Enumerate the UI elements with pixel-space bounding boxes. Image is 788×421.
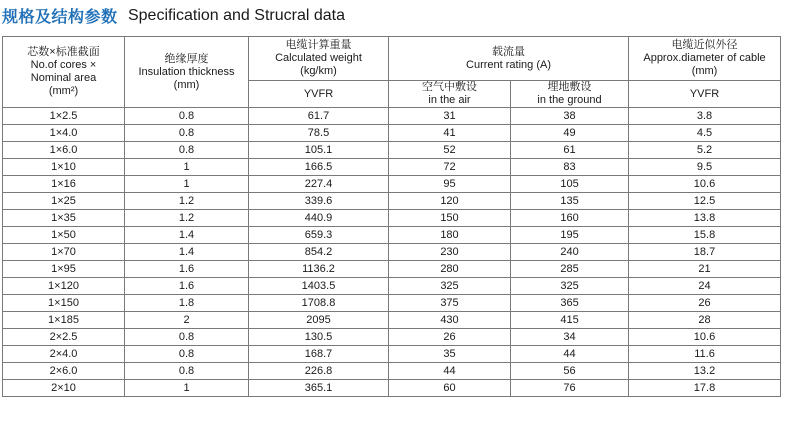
cell-cores-area: 1×25: [3, 193, 125, 210]
cell-current-air: 375: [389, 295, 511, 312]
cell-cores-area: 1×35: [3, 210, 125, 227]
table-row: [3, 278, 781, 295]
cell-calculated-weight: 1136.2: [249, 261, 389, 278]
cell-insulation-thickness: 0.8: [125, 108, 249, 125]
cell-calculated-weight: 339.6: [249, 193, 389, 210]
header-insulation-cn: 绝缘厚度: [164, 52, 209, 65]
cell-approx-diameter: 10.6: [629, 329, 781, 346]
cell-calculated-weight: 78.5: [249, 125, 389, 142]
header-weight-en: Calculated weight: [275, 52, 362, 64]
table-row: [3, 176, 781, 193]
header-insulation: [125, 37, 249, 108]
cell-current-ground: 160: [511, 210, 629, 227]
cell-current-ground: 285: [511, 261, 629, 278]
cell-approx-diameter: 13.8: [629, 210, 781, 227]
cell-approx-diameter: 4.5: [629, 125, 781, 142]
cell-current-ground: 365: [511, 295, 629, 312]
table-row: [3, 346, 781, 363]
cell-current-air: 120: [389, 193, 511, 210]
cell-calculated-weight: 166.5: [249, 159, 389, 176]
header-weight: [249, 37, 389, 81]
header-current: [389, 37, 629, 81]
header-ground-en: in the ground: [537, 94, 602, 106]
cell-current-ground: 105: [511, 176, 629, 193]
cell-cores-area: 1×4.0: [3, 125, 125, 142]
header-air-en: in the air: [428, 94, 471, 106]
cell-approx-diameter: 5.2: [629, 142, 781, 159]
cell-approx-diameter: 15.8: [629, 227, 781, 244]
cell-cores-area: 1×10: [3, 159, 125, 176]
cell-approx-diameter: 26: [629, 295, 781, 312]
header-diameter-cn: 电缆近似外径: [671, 39, 738, 51]
cell-approx-diameter: 28: [629, 312, 781, 329]
cell-current-air: 52: [389, 142, 511, 159]
table-row: [3, 125, 781, 142]
cell-current-ground: 415: [511, 312, 629, 329]
header-cores-cn: 芯数×标准截面: [27, 46, 100, 58]
table-row: [3, 261, 781, 278]
cell-current-ground: 135: [511, 193, 629, 210]
header-current-en: Current rating (A): [466, 58, 551, 71]
page-title: [2, 4, 345, 30]
table-row: [3, 244, 781, 261]
cell-current-air: 280: [389, 261, 511, 278]
cell-calculated-weight: 130.5: [249, 329, 389, 346]
cell-approx-diameter: 12.5: [629, 193, 781, 210]
cell-insulation-thickness: 0.8: [125, 363, 249, 380]
cell-current-air: 430: [389, 312, 511, 329]
header-cores-unit: (mm²): [48, 85, 79, 97]
cell-cores-area: 2×4.0: [3, 346, 125, 363]
cell-insulation-thickness: 2: [125, 312, 249, 329]
header-diameter-unit: (mm): [691, 65, 718, 77]
cell-calculated-weight: 168.7: [249, 346, 389, 363]
cell-current-air: 180: [389, 227, 511, 244]
cell-cores-area: 1×120: [3, 278, 125, 295]
cell-calculated-weight: 227.4: [249, 176, 389, 193]
cell-approx-diameter: 21: [629, 261, 781, 278]
cell-current-air: 41: [389, 125, 511, 142]
cell-calculated-weight: 440.9: [249, 210, 389, 227]
cell-approx-diameter: 9.5: [629, 159, 781, 176]
cell-insulation-thickness: 0.8: [125, 329, 249, 346]
title-english: Specification and Strucral data: [127, 6, 345, 24]
cell-cores-area: 2×10: [3, 380, 125, 397]
cell-current-ground: 38: [511, 108, 629, 125]
header-insulation-unit: (mm): [173, 78, 200, 91]
header-current-cn: 载流量: [492, 45, 525, 58]
header-diameter: [629, 37, 781, 81]
cell-calculated-weight: 1708.8: [249, 295, 389, 312]
cell-insulation-thickness: 0.8: [125, 346, 249, 363]
header-cores-en2: Nominal area: [30, 72, 97, 84]
cell-current-air: 72: [389, 159, 511, 176]
header-current-ground: [511, 81, 629, 108]
cell-approx-diameter: 11.6: [629, 346, 781, 363]
cell-current-ground: 44: [511, 346, 629, 363]
cell-insulation-thickness: 0.8: [125, 142, 249, 159]
header-diameter-en: Approx.diameter of cable: [643, 52, 766, 64]
cell-insulation-thickness: 1: [125, 159, 249, 176]
cell-current-air: 150: [389, 210, 511, 227]
cell-approx-diameter: 3.8: [629, 108, 781, 125]
table-row: [3, 159, 781, 176]
cell-insulation-thickness: 1.2: [125, 210, 249, 227]
cell-approx-diameter: 13.2: [629, 363, 781, 380]
cell-current-air: 26: [389, 329, 511, 346]
header-ground-cn: 埋地敷设: [547, 81, 592, 93]
cell-insulation-thickness: 1: [125, 380, 249, 397]
cell-current-ground: 49: [511, 125, 629, 142]
cell-cores-area: 1×150: [3, 295, 125, 312]
cell-calculated-weight: 1403.5: [249, 278, 389, 295]
cell-cores-area: 1×16: [3, 176, 125, 193]
table-row: [3, 227, 781, 244]
cell-insulation-thickness: 1.4: [125, 244, 249, 261]
cell-current-ground: 195: [511, 227, 629, 244]
table-row: [3, 312, 781, 329]
table-row: [3, 295, 781, 312]
cell-insulation-thickness: 1.4: [125, 227, 249, 244]
title-chinese: 规格及结构参数: [2, 7, 118, 26]
cell-current-ground: 240: [511, 244, 629, 261]
header-current-air: [389, 81, 511, 108]
table-header: [3, 37, 781, 108]
cell-calculated-weight: 854.2: [249, 244, 389, 261]
cell-calculated-weight: 365.1: [249, 380, 389, 397]
header-weight-sub: YVFR: [249, 81, 389, 108]
cell-cores-area: 1×2.5: [3, 108, 125, 125]
cell-calculated-weight: 61.7: [249, 108, 389, 125]
cell-cores-area: 1×95: [3, 261, 125, 278]
table-row: [3, 108, 781, 125]
header-cores-en1: No.of cores ×: [30, 59, 97, 71]
cell-approx-diameter: 18.7: [629, 244, 781, 261]
cell-current-ground: 34: [511, 329, 629, 346]
specification-table: [2, 36, 781, 397]
header-cores: [3, 37, 125, 108]
cell-current-ground: 56: [511, 363, 629, 380]
cell-cores-area: 2×6.0: [3, 363, 125, 380]
cell-approx-diameter: 17.8: [629, 380, 781, 397]
header-diameter-sub: YVFR: [629, 81, 781, 108]
cell-insulation-thickness: 1.8: [125, 295, 249, 312]
cell-calculated-weight: 226.8: [249, 363, 389, 380]
cell-insulation-thickness: 1.2: [125, 193, 249, 210]
cell-current-air: 230: [389, 244, 511, 261]
cell-calculated-weight: 105.1: [249, 142, 389, 159]
cell-current-air: 44: [389, 363, 511, 380]
header-weight-cn: 电缆计算重量: [285, 39, 352, 51]
cell-current-ground: 61: [511, 142, 629, 159]
cell-approx-diameter: 24: [629, 278, 781, 295]
cell-current-air: 60: [389, 380, 511, 397]
cell-current-air: 35: [389, 346, 511, 363]
cell-current-ground: 76: [511, 380, 629, 397]
table-body: [3, 108, 781, 397]
cell-approx-diameter: 10.6: [629, 176, 781, 193]
cell-cores-area: 1×50: [3, 227, 125, 244]
cell-cores-area: 1×70: [3, 244, 125, 261]
cell-insulation-thickness: 1: [125, 176, 249, 193]
cell-current-air: 95: [389, 176, 511, 193]
table-row: [3, 329, 781, 346]
cell-current-air: 325: [389, 278, 511, 295]
cell-insulation-thickness: 0.8: [125, 125, 249, 142]
cell-cores-area: 1×6.0: [3, 142, 125, 159]
cell-cores-area: 2×2.5: [3, 329, 125, 346]
table-row: [3, 142, 781, 159]
header-weight-unit: (kg/km): [300, 65, 337, 77]
cell-current-air: 31: [389, 108, 511, 125]
table-row: [3, 210, 781, 227]
cell-current-ground: 325: [511, 278, 629, 295]
header-air-cn: 空气中敷设: [422, 81, 477, 93]
table-row: [3, 363, 781, 380]
cell-calculated-weight: 659.3: [249, 227, 389, 244]
cell-current-ground: 83: [511, 159, 629, 176]
table-row: [3, 193, 781, 210]
cell-cores-area: 1×185: [3, 312, 125, 329]
cell-insulation-thickness: 1.6: [125, 278, 249, 295]
cell-calculated-weight: 2095: [249, 312, 389, 329]
header-insulation-en: Insulation thickness: [138, 65, 235, 78]
cell-insulation-thickness: 1.6: [125, 261, 249, 278]
table-row: [3, 380, 781, 397]
